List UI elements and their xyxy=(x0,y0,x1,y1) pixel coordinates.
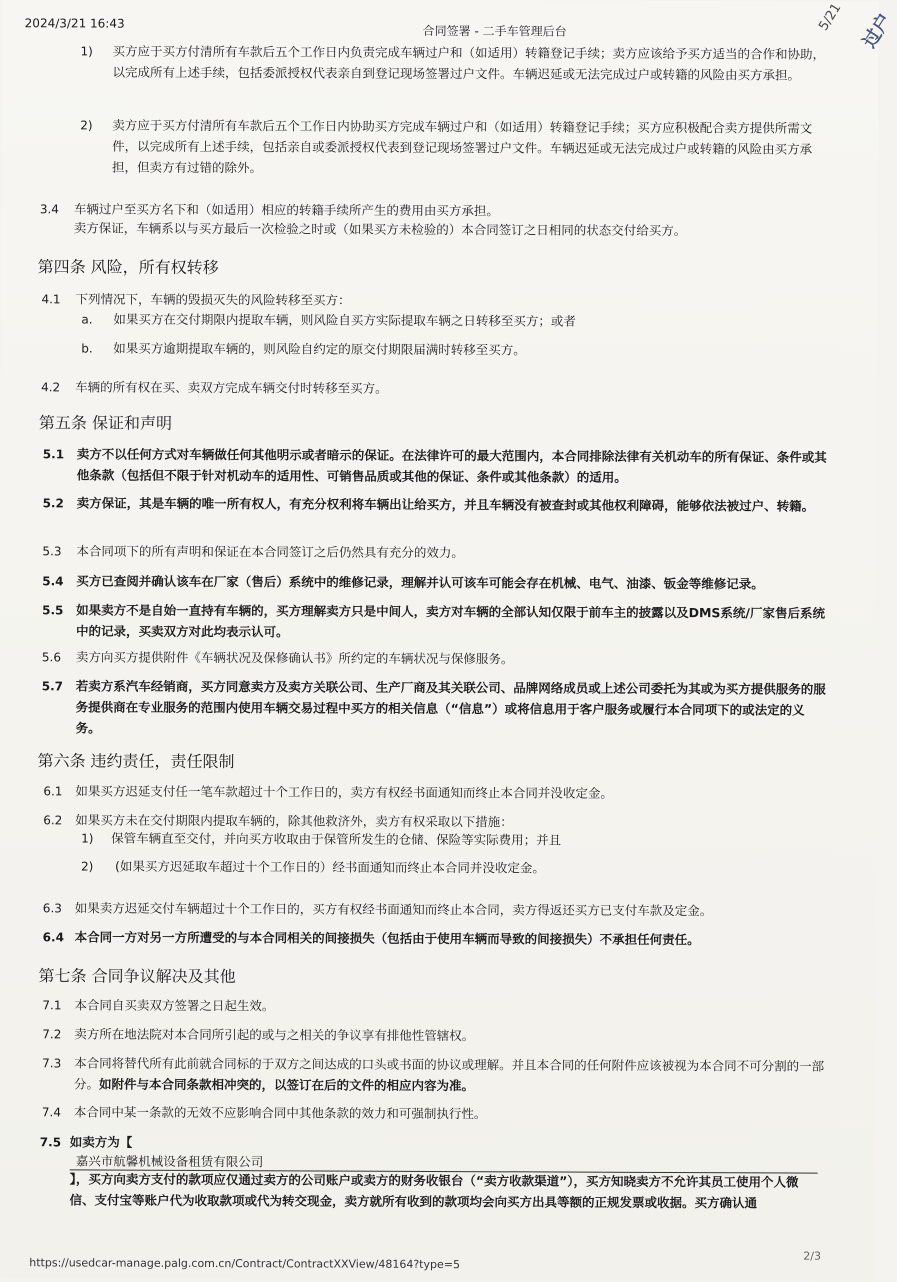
section-6-heading: 第六条 违约责任，责任限制 xyxy=(37,751,235,772)
clause-number: 5.7 xyxy=(41,679,64,694)
clause-4-1-a: 如果买方在交付期限内提取车辆，则风险自买方实际提取车辆之日转移至买方；或者 xyxy=(113,311,576,329)
clause-number: 5.6 xyxy=(41,650,62,665)
clause-3-4: 车辆过户至买方名下和（如适用）相应的转籍手续所产生的费用由买方承担。 xyxy=(73,201,499,219)
clause-7-5-b: 】，买方向卖方支付的款项应仅通过卖方的公司账户或卖方的财务收银台（“卖方收款渠道”），买方知晓卖方不允许其员工使用个人微信、支付宝等账户代为收取款项或代为转交现金，卖方就所有收到的款项均会向买方出具等额的正规发票或收据。买方确认通 xyxy=(69,1171,799,1211)
clause-5-5: 如果卖方不是自始一直持有车辆的，买方理解卖方只是中间人，卖方对车辆的全部认知仅限于前车主的披露以及DMS系统/厂家售后系统中的记录，买卖双方对此均表示认可。 xyxy=(76,602,826,640)
section-5-heading: 第五条 保证和声明 xyxy=(38,413,173,433)
clause-3-4-b: 卖方保证，车辆系以与买方最后一次检验之时或（如果买方未检验的）本合同签订之日相同的状态交付给买方。 xyxy=(73,220,687,239)
item-number: b. xyxy=(81,341,93,356)
print-page-title: 合同签署 - 二手车管理后台 xyxy=(422,23,567,39)
item-number: 1) xyxy=(80,44,93,59)
item-number: 1) xyxy=(81,831,94,846)
clause-3-item-1: 买方应于买方付清所有车款后五个工作日内负责完成车辆过户和（如适用）转籍登记手续；卖方应该给予买方适当的合作和协助，以完成所有上述手续，包括委派授权代表亲自到登记现场签署过户文件。车辆迟延或无法完成过户或转籍的风险由买方承担。 xyxy=(112,43,826,83)
clause-5-4: 买方已查阅并确认该车在厂家（售后）系统中的维修记录，理解并认可该车可能会存在机械、电气、油漆、钣金等维修记录。 xyxy=(76,573,764,592)
clause-5-1: 卖方不以任何方式对车辆做任何其他明示或者暗示的保证。在法律许可的最大范围内，本合同排除法律有关机动车的所有保证、条件或其他条款（包括但不限于针对机动车的适用性、可销售品质或其他的保证、条件或其他条款）的适用。 xyxy=(76,446,827,485)
clause-number: 6.4 xyxy=(42,930,64,945)
clause-number: 7.3 xyxy=(42,1056,62,1071)
clause-number: 7.4 xyxy=(41,1105,62,1120)
clause-5-2: 卖方保证，其是车辆的唯一所有权人，有充分权利将车辆出让给买方，并且车辆没有被查封或其他权利障碍，能够依法被过户、转籍。 xyxy=(76,495,815,514)
clause-7-5: 如卖方为【 xyxy=(69,1134,133,1150)
section-7-heading: 第七条 合同争议解决及其他 xyxy=(38,966,236,987)
clause-6-2-item-1: 保管车辆直至交付，并向买方收取由于保管所发生的仓储、保险等实际费用；并且 xyxy=(111,830,562,848)
item-number: 2) xyxy=(80,859,94,874)
clause-number: 6.1 xyxy=(43,784,63,799)
clause-number: 6.2 xyxy=(43,813,63,828)
clause-6-2-item-2: (如果买方迟延取车超过十个工作日的）经书面通知而终止本合同并没收定金。 xyxy=(114,858,545,876)
clause-number: 5.5 xyxy=(42,603,64,618)
clause-number: 7.5 xyxy=(39,1135,62,1150)
stamp-number: 5/21 xyxy=(815,0,845,34)
clause-number: 3.4 xyxy=(39,202,59,217)
clause-4-1: 下列情况下，车辆的毁损灭失的风险转移至买方： xyxy=(75,291,351,308)
stamp-text: 过户 xyxy=(858,10,896,52)
clause-number: 5.1 xyxy=(42,447,65,462)
footer-url: https://usedcar-manage.palg.com.cn/Contract/ContractXXView/48164?type=5 xyxy=(29,1256,461,1272)
page-number: 2/3 xyxy=(803,1249,822,1263)
clause-6-3: 如果卖方迟延交付车辆超过十个工作日的，买方有权经书面通知而终止本合同，卖方得返还买方已支付车款及定金。 xyxy=(74,900,713,919)
clause-number: 7.2 xyxy=(42,1027,62,1042)
clause-number: 4.2 xyxy=(41,380,61,395)
clause-7-3-bold: 如附件与本合同条款相冲突的，以签订在后的文件的相应内容为准。 xyxy=(99,1076,475,1094)
clause-5-7: 若卖方系汽车经销商，买方同意卖方及卖方关联公司、生产厂商及其关联公司、品牌网络成员或上述公司委托为其或为买方提供服务的服务提供商在专业服务的范围内使用车辆交易过程中买方的相关信息（“信息”）或将信息用于客户服务或履行本合同项下的或法定的义务。 xyxy=(75,678,826,736)
clause-7-3-text: 本合同将替代所有此前就合同标的于双方之间达成的口头或书面的协议或理解。并且本合同的任何附件应该被视为本合同不可分割的一部分。 xyxy=(74,1055,825,1092)
item-number: a. xyxy=(81,312,93,327)
clause-number: 5.2 xyxy=(42,496,64,511)
section-4-heading: 第四条 风险，所有权转移 xyxy=(37,257,219,278)
clause-3-item-2: 卖方应于买方付清所有车款后五个工作日内协助买方完成车辆过户和（如适用）转籍登记手续；买方应积极配合卖方提供所需文件，以完成所有上述手续，包括亲自或委派授权代表到登记现场签署过户文件。车辆迟延或无法完成过户或转籍的风险由买方承担，但卖方有过错的除外。 xyxy=(112,117,813,176)
clause-7-1: 本合同自买卖双方签署之日起生效。 xyxy=(74,997,275,1014)
clause-7-2: 卖方所在地法院对本合同所引起的或与之相关的争议享有排他性管辖权。 xyxy=(74,1026,475,1044)
clause-number: 6.3 xyxy=(42,901,62,916)
clause-5-6: 卖方向买方提供附件《车辆状况及保修确认书》所约定的车辆状况与保修服务。 xyxy=(75,649,514,667)
clause-7-3 xyxy=(74,1052,826,1097)
clause-7-4: 本合同中某一条款的无效不应影响合同中其他条款的效力和可强制执行性。 xyxy=(73,1104,487,1122)
clause-6-4: 本合同一方对另一方所遭受的与本合同相关的间接损失（包括由于使用车辆而导致的间接损失）不承担任何责任。 xyxy=(74,929,700,948)
seller-company-name: 嘉兴市航馨机械设备租赁有限公司 xyxy=(75,1153,264,1170)
clause-number: 4.1 xyxy=(41,292,61,307)
clause-5-3: 本合同项下的所有声明和保证在本合同签订之后仍然具有充分的效力。 xyxy=(76,543,464,561)
print-datetime: 2024/3/21 16:43 xyxy=(24,16,125,31)
item-number: 2) xyxy=(80,118,93,133)
clause-4-2: 车辆的所有权在买、卖双方完成车辆交付时转移至买方。 xyxy=(75,379,388,396)
clause-number: 7.1 xyxy=(42,998,62,1013)
clause-6-1: 如果买方迟延支付任一笔车款超过十个工作日的，卖方有权经书面通知而终止本合同并没收定金。 xyxy=(75,783,613,801)
clause-number: 5.3 xyxy=(42,544,62,559)
clause-number: 5.4 xyxy=(42,574,64,589)
clause-4-1-b: 如果买方逾期提取车辆的，则风险自约定的原交付期限届满时转移至买方。 xyxy=(113,340,526,358)
clause-6-2: 如果买方未在交付期限内提取车辆的，除其他救济外，卖方有权采取以下措施： xyxy=(75,812,513,830)
